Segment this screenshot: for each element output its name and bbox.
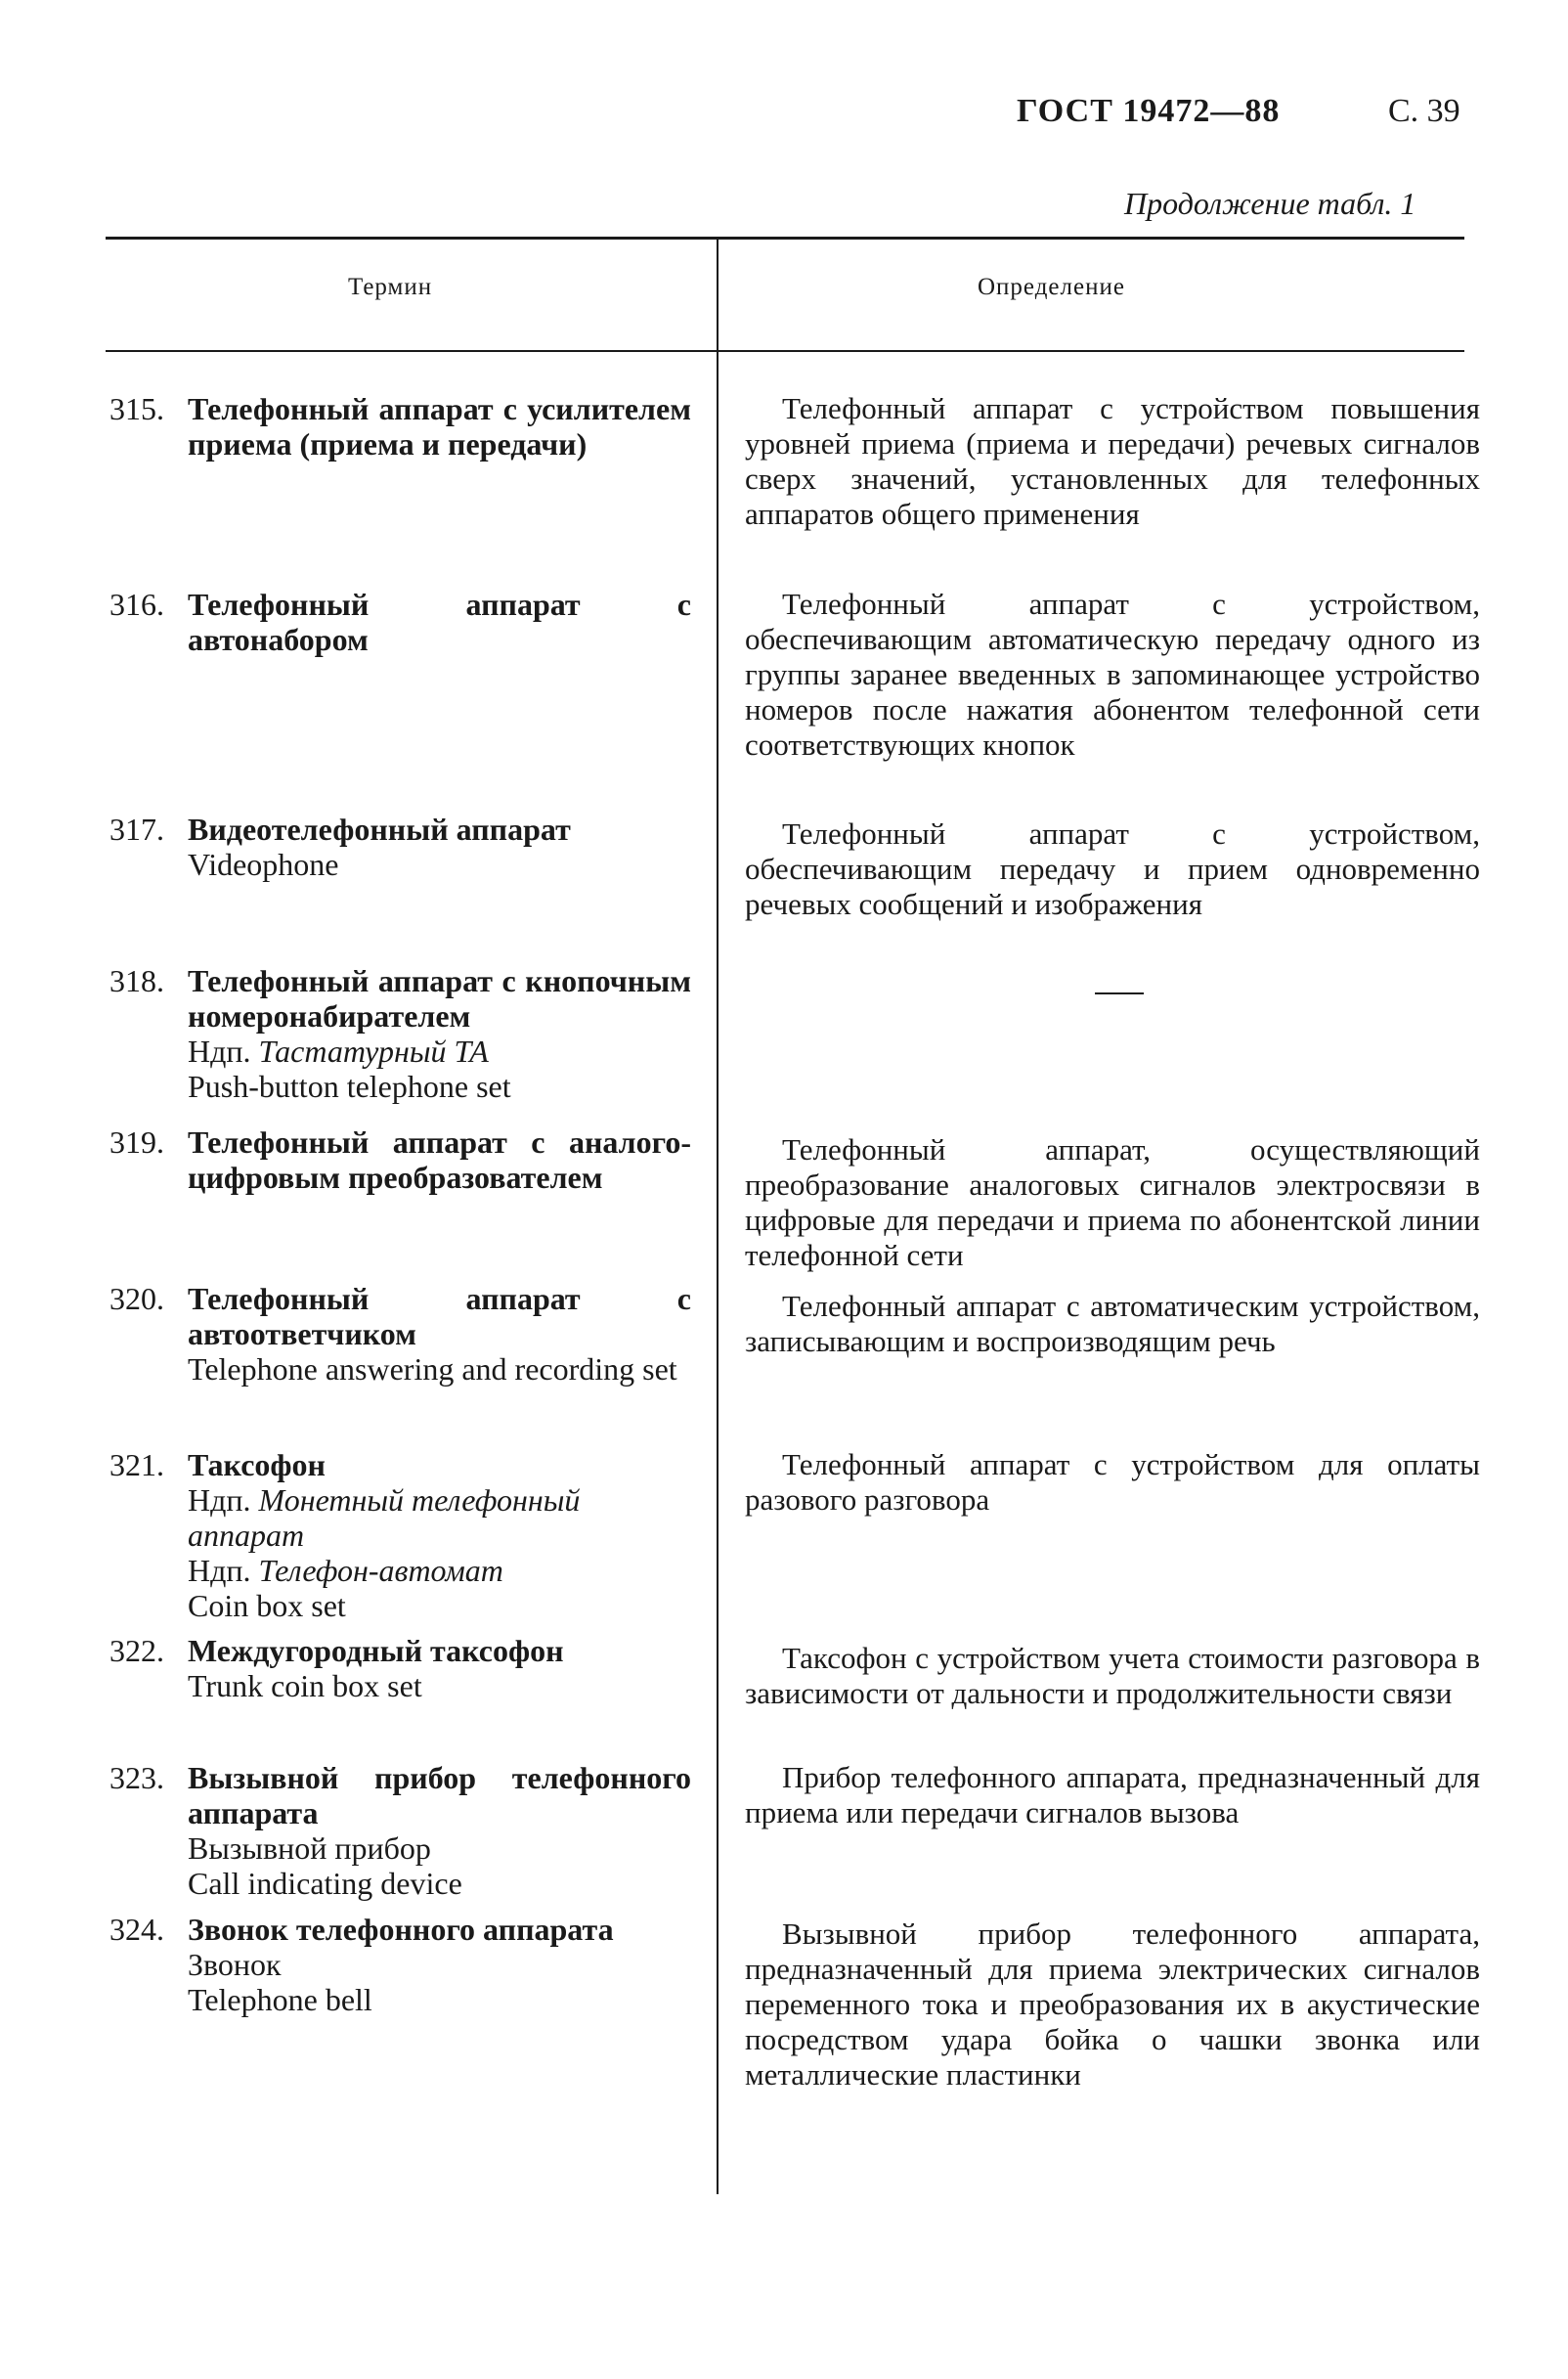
definition-cell: Телефонный аппарат с устройством для оплаты разового разговора bbox=[745, 1447, 1480, 1517]
term-title: Телефонный аппарат с аналого-цифровым преобразователем bbox=[188, 1124, 691, 1195]
term-synonym bbox=[109, 1982, 691, 2017]
synonym-text: Call indicating device bbox=[188, 1866, 462, 1901]
column-header-term: Термин bbox=[348, 274, 433, 300]
deprecated-term: Телефон-автомат bbox=[258, 1553, 503, 1588]
term-heading bbox=[109, 1447, 691, 1482]
term-number: 322. bbox=[109, 1633, 164, 1668]
term-number: 317. bbox=[109, 812, 164, 847]
term-number: 324. bbox=[109, 1912, 164, 1947]
term-cell bbox=[109, 587, 691, 657]
term-heading bbox=[109, 963, 691, 1034]
definition-cell: Телефонный аппарат, осуществляющий преобразование аналоговых сигналов электросвязи в цифровые для передачи и приема по абонентской линии телефонной сети bbox=[745, 1132, 1480, 1272]
table-header-rule bbox=[106, 350, 1464, 352]
term-heading bbox=[109, 1281, 691, 1351]
deprecated-synonym bbox=[109, 1482, 691, 1553]
term-heading bbox=[109, 1633, 691, 1668]
term-cell bbox=[109, 1281, 691, 1387]
term-heading bbox=[109, 391, 691, 462]
term-cell bbox=[109, 1760, 691, 1901]
deprecated-label: Ндп. bbox=[188, 1553, 251, 1588]
term-number: 321. bbox=[109, 1447, 164, 1482]
term-number: 320. bbox=[109, 1281, 164, 1316]
column-header-definition: Определение bbox=[978, 274, 1125, 300]
term-heading bbox=[109, 1124, 691, 1195]
term-number: 318. bbox=[109, 963, 164, 998]
term-number: 316. bbox=[109, 587, 164, 622]
term-cell bbox=[109, 1447, 691, 1623]
term-title: Телефонный аппарат с кнопочным номеронабирателем bbox=[188, 963, 691, 1034]
term-title: Телефонный аппарат с автоответчиком bbox=[188, 1281, 691, 1351]
term-title: Телефонный аппарат с автонабором bbox=[188, 587, 691, 657]
term-synonym bbox=[109, 1588, 691, 1623]
term-synonym bbox=[109, 1947, 691, 1982]
definition-cell: Таксофон с устройством учета стоимости разговора в зависимости от дальности и продолжительности связи bbox=[745, 1641, 1480, 1710]
synonym-text: Videophone bbox=[188, 847, 339, 882]
term-cell bbox=[109, 963, 691, 1104]
deprecated-term: Монетный телефонный аппарат bbox=[188, 1482, 581, 1553]
term-heading bbox=[109, 812, 691, 847]
term-synonym bbox=[109, 1830, 691, 1866]
term-cell bbox=[109, 1633, 691, 1703]
term-number: 319. bbox=[109, 1124, 164, 1160]
standard-number: ГОСТ 19472—88 bbox=[1017, 93, 1281, 129]
term-cell bbox=[109, 1912, 691, 2017]
synonym-text: Push-button telephone set bbox=[188, 1069, 511, 1104]
synonym-text: Trunk coin box set bbox=[188, 1668, 422, 1703]
term-heading bbox=[109, 1760, 691, 1830]
term-synonym bbox=[109, 1866, 691, 1901]
definition-cell: Вызывной прибор телефонного аппарата, предназначенный для приема электрических сигналов переменного тока и преобразования их в акустические посредством удара бойка о чашки звонка или металлические пластинки bbox=[745, 1916, 1480, 2092]
deprecated-label: Ндп. bbox=[188, 1034, 251, 1069]
term-number: 323. bbox=[109, 1760, 164, 1795]
term-cell bbox=[109, 1124, 691, 1195]
column-divider bbox=[717, 237, 719, 2194]
term-title: Видеотелефонный аппарат bbox=[188, 812, 571, 847]
deprecated-label: Ндп. bbox=[188, 1482, 251, 1518]
definition-cell: Телефонный аппарат с устройством, обеспечивающим передачу и прием одновременно речевых сообщений и изображения bbox=[745, 816, 1480, 921]
term-synonym bbox=[109, 1069, 691, 1104]
term-title: Телефонный аппарат с усилителем приема (приема и передачи) bbox=[188, 391, 691, 462]
term-heading bbox=[109, 587, 691, 657]
term-number: 315. bbox=[109, 391, 164, 426]
term-synonym bbox=[109, 1351, 691, 1387]
definition-cell: Телефонный аппарат с устройством, обеспечивающим автоматическую передачу одного из группы заранее введенных в запоминающее устройство номеров после нажатия абонентом телефонной сети соответствующих кнопок bbox=[745, 587, 1480, 762]
table-continuation-label: Продолжение табл. 1 bbox=[1124, 186, 1416, 221]
term-title: Вызывной прибор телефонного аппарата bbox=[188, 1760, 691, 1830]
term-cell bbox=[109, 812, 691, 882]
synonym-text: Telephone bell bbox=[188, 1982, 372, 2017]
synonym-text: Coin box set bbox=[188, 1588, 346, 1623]
term-cell bbox=[109, 391, 691, 462]
page-number: С. 39 bbox=[1388, 93, 1460, 129]
synonym-text: Звонок bbox=[188, 1947, 282, 1982]
definition-cell: Телефонный аппарат с устройством повышения уровней приема (приема и передачи) речевых сигналов сверх значений, установленных для телефонных аппаратов общего применения bbox=[745, 391, 1480, 531]
synonym-text: Вызывной прибор bbox=[188, 1830, 431, 1866]
deprecated-synonym bbox=[109, 1034, 691, 1069]
term-heading bbox=[109, 1912, 691, 1947]
synonym-text: Telephone answering and recording set bbox=[188, 1351, 677, 1387]
table-top-rule bbox=[106, 237, 1464, 240]
term-synonym bbox=[109, 1668, 691, 1703]
term-title: Междугородный таксофон bbox=[188, 1633, 564, 1668]
definition-cell: Телефонный аппарат с автоматическим устройством, записывающим и воспроизводящим речь bbox=[745, 1289, 1480, 1358]
deprecated-synonym bbox=[109, 1553, 691, 1588]
term-title: Звонок телефонного аппарата bbox=[188, 1912, 614, 1947]
definition-empty-dash bbox=[1095, 992, 1144, 994]
term-synonym bbox=[109, 847, 691, 882]
deprecated-term: Тастатурный ТА bbox=[258, 1034, 489, 1069]
definition-cell: Прибор телефонного аппарата, предназначенный для приема или передачи сигналов вызова bbox=[745, 1760, 1480, 1829]
term-title: Таксофон bbox=[188, 1447, 326, 1482]
